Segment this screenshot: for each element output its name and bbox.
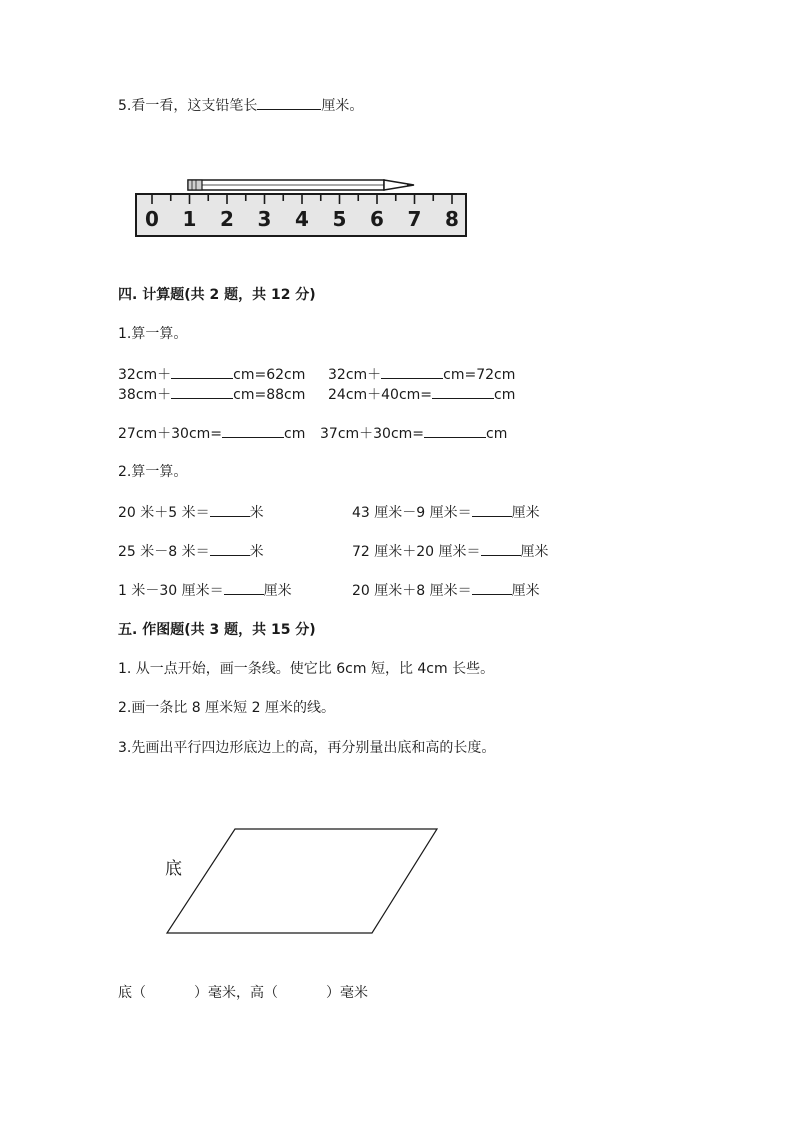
measure-answer-line (118, 983, 368, 1002)
answer-blank[interactable] (210, 542, 250, 556)
calc2-row-2-left (118, 542, 264, 561)
answer-blank[interactable] (224, 581, 264, 595)
base-length-blank[interactable] (146, 983, 194, 997)
ruler-number: 3 (257, 207, 272, 231)
equation-text: cm (486, 426, 508, 442)
calc2-row-2-right (352, 542, 549, 561)
draw-question-3: 3.先画出平行四边形底边上的高，再分别量出底和高的长度。 (118, 740, 496, 756)
ruler-number: 2 (220, 207, 234, 231)
question-5-text: 看一看，这支铅笔长 (131, 98, 258, 114)
calc1-row-2-right (328, 385, 515, 404)
section-4-title: 四. 计算题(共 2 题，共 12 分) (118, 287, 316, 303)
pencil-icon (188, 180, 414, 190)
equation-text: 25 米－8 米＝ (118, 544, 210, 560)
parallelogram-figure[interactable] (160, 822, 445, 940)
calc2-title: 2.算一算。 (118, 464, 188, 480)
ruler-number: 6 (370, 207, 384, 231)
draw-question-2: 2.画一条比 8 厘米短 2 厘米的线。 (118, 700, 335, 716)
answer-blank[interactable] (432, 385, 494, 399)
calc1-title: 1.算一算。 (118, 326, 188, 342)
question-5-number: 5. (118, 98, 132, 114)
equation-text: 43 厘米－9 厘米＝ (352, 505, 472, 521)
answer-blank[interactable] (257, 96, 321, 110)
calc1-row-1-right (328, 365, 515, 384)
question-5-unit: 厘米。 (321, 98, 364, 114)
calc1-row-1-left (118, 365, 305, 384)
equation-text: 20 厘米＋8 厘米＝ (352, 583, 472, 599)
equation-text: 27cm＋30cm= (118, 426, 223, 442)
question-5 (118, 96, 363, 115)
equation-text: 32cm＋ (118, 367, 172, 383)
answer-blank[interactable] (381, 365, 443, 379)
ruler-number: 1 (182, 207, 197, 231)
calc1-row-3-right (320, 424, 507, 443)
answer-blank[interactable] (424, 424, 486, 438)
height-length-blank[interactable] (278, 983, 326, 997)
ruler-number: 0 (145, 207, 159, 231)
calc1-row-3-left (118, 424, 305, 443)
equation-text: cm (284, 426, 306, 442)
answer-blank[interactable] (210, 503, 250, 517)
calc2-row-3-left (118, 581, 292, 600)
answer-blank[interactable] (472, 581, 512, 595)
equation-text: 20 米＋5 米＝ (118, 505, 210, 521)
ruler-pencil-illustration (130, 172, 475, 244)
equation-text: 32cm＋ (328, 367, 382, 383)
answer-blank[interactable] (171, 365, 233, 379)
calc2-row-3-right (352, 581, 540, 600)
ruler-number: 8 (445, 207, 459, 231)
answer-text: 底（ (118, 985, 146, 1001)
section-5-title: 五. 作图题(共 3 题，共 15 分) (118, 622, 316, 638)
answer-text: ）毫米 (326, 985, 368, 1001)
equation-text: cm=88cm (233, 387, 306, 403)
equation-text: 1 米－30 厘米＝ (118, 583, 224, 599)
equation-text: 米 (249, 505, 264, 521)
equation-text: cm=62cm (233, 367, 306, 383)
equation-text: 米 (249, 544, 264, 560)
parallelogram-shape (167, 829, 437, 933)
equation-text: 厘米 (511, 505, 540, 521)
calc2-row-1-left (118, 503, 264, 522)
equation-text: 厘米 (520, 544, 549, 560)
answer-blank[interactable] (222, 424, 284, 438)
answer-blank[interactable] (171, 385, 233, 399)
figure-label-base: 底 (165, 859, 182, 879)
draw-question-1: 1. 从一点开始，画一条线。使它比 6cm 短，比 4cm 长些。 (118, 661, 495, 677)
equation-text: 24cm＋40cm= (328, 387, 433, 403)
equation-text: 72 厘米＋20 厘米＝ (352, 544, 481, 560)
ruler-number: 5 (332, 207, 347, 231)
calc1-row-2-left (118, 385, 305, 404)
answer-blank[interactable] (472, 503, 512, 517)
ruler-numbers (145, 207, 459, 231)
equation-text: 37cm＋30cm= (320, 426, 425, 442)
equation-text: cm=72cm (443, 367, 516, 383)
equation-text: cm (494, 387, 516, 403)
ruler-number: 4 (295, 207, 309, 231)
equation-text: 厘米 (511, 583, 540, 599)
ruler-number: 7 (407, 207, 422, 231)
equation-text: 38cm＋ (118, 387, 172, 403)
equation-text: 厘米 (263, 583, 292, 599)
answer-blank[interactable] (481, 542, 521, 556)
calc2-row-1-right (352, 503, 540, 522)
answer-text: ）毫米，高（ (194, 985, 278, 1001)
